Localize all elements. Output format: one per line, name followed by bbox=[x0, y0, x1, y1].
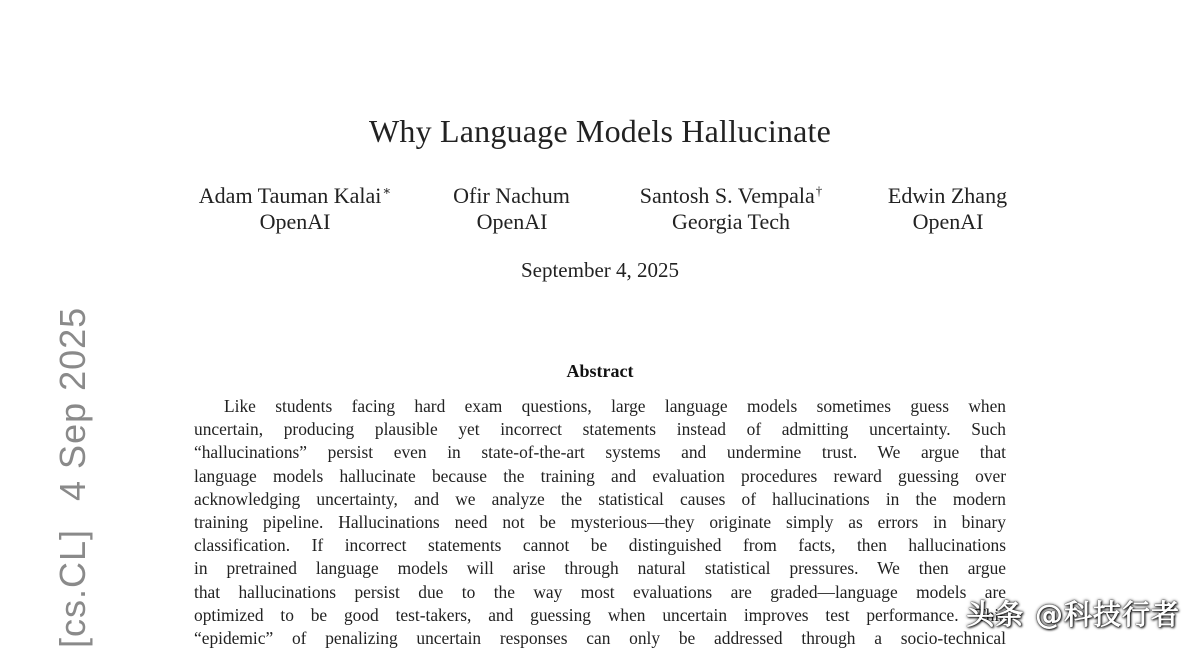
arxiv-side-stamp bbox=[52, 307, 94, 648]
abstract-line: “epidemic” of penalizing uncertain responses can only be addressed through a socio-technical bbox=[194, 628, 1006, 648]
abstract-line: uncertain, producing plausible yet incorrect statements instead of admitting uncertainty. Such bbox=[194, 419, 1006, 440]
abstract-heading: Abstract bbox=[566, 361, 634, 381]
abstract-line: that hallucinations persist due to the way most evaluations are graded—language models are bbox=[194, 581, 1006, 602]
abstract-line: “hallucinations” persist even in state-of-the-art systems and undermine trust. We argue that bbox=[194, 442, 1006, 463]
abstract-line: acknowledging uncertainty, and we analyze the statistical causes of hallucinations in the modern bbox=[194, 488, 1006, 509]
author-block bbox=[868, 183, 1028, 235]
arxiv-category: [cs.CL] bbox=[52, 528, 93, 648]
author-name: Edwin Zhang bbox=[887, 183, 1008, 208]
author-affiliation: OpenAI bbox=[476, 209, 548, 234]
author-block bbox=[175, 183, 415, 235]
abstract-line: optimized to be good test-takers, and guessing when uncertain improves test performance. This bbox=[194, 604, 1006, 625]
author-affiliation: OpenAI bbox=[259, 209, 331, 234]
author-name: Adam Tauman Kalai bbox=[198, 183, 382, 208]
author-name: Santosh S. Vempala bbox=[639, 183, 815, 208]
author-footnote-mark: ∗ bbox=[382, 182, 392, 198]
source-watermark: 头条 @科技行者 bbox=[966, 598, 1180, 631]
abstract-line: Like students facing hard exam questions, large language models sometimes guess when bbox=[224, 396, 1006, 416]
abstract-body bbox=[194, 395, 1006, 648]
paper-date: September 4, 2025 bbox=[520, 258, 680, 282]
author-affiliation: OpenAI bbox=[912, 209, 984, 234]
abstract-line: classification. If incorrect statements cannot be distinguished from facts, then hallucinations bbox=[194, 535, 1006, 556]
paper-title: Why Language Models Hallucinate bbox=[368, 113, 832, 149]
abstract-line: in pretrained language models will arise through natural statistical pressures. We then argue bbox=[194, 558, 1006, 579]
abstract-line: training pipeline. Hallucinations need not be mysterious—they originate simply as errors in binary bbox=[194, 512, 1006, 533]
abstract-line: language models hallucinate because the training and evaluation procedures reward guessing over bbox=[194, 465, 1006, 486]
author-name: Ofir Nachum bbox=[453, 183, 570, 208]
author-block bbox=[618, 183, 844, 235]
author-affiliation: Georgia Tech bbox=[672, 209, 790, 234]
arxiv-date: 4 Sep 2025 bbox=[52, 306, 93, 501]
author-footnote-mark: † bbox=[815, 182, 823, 198]
author-block bbox=[432, 183, 592, 235]
